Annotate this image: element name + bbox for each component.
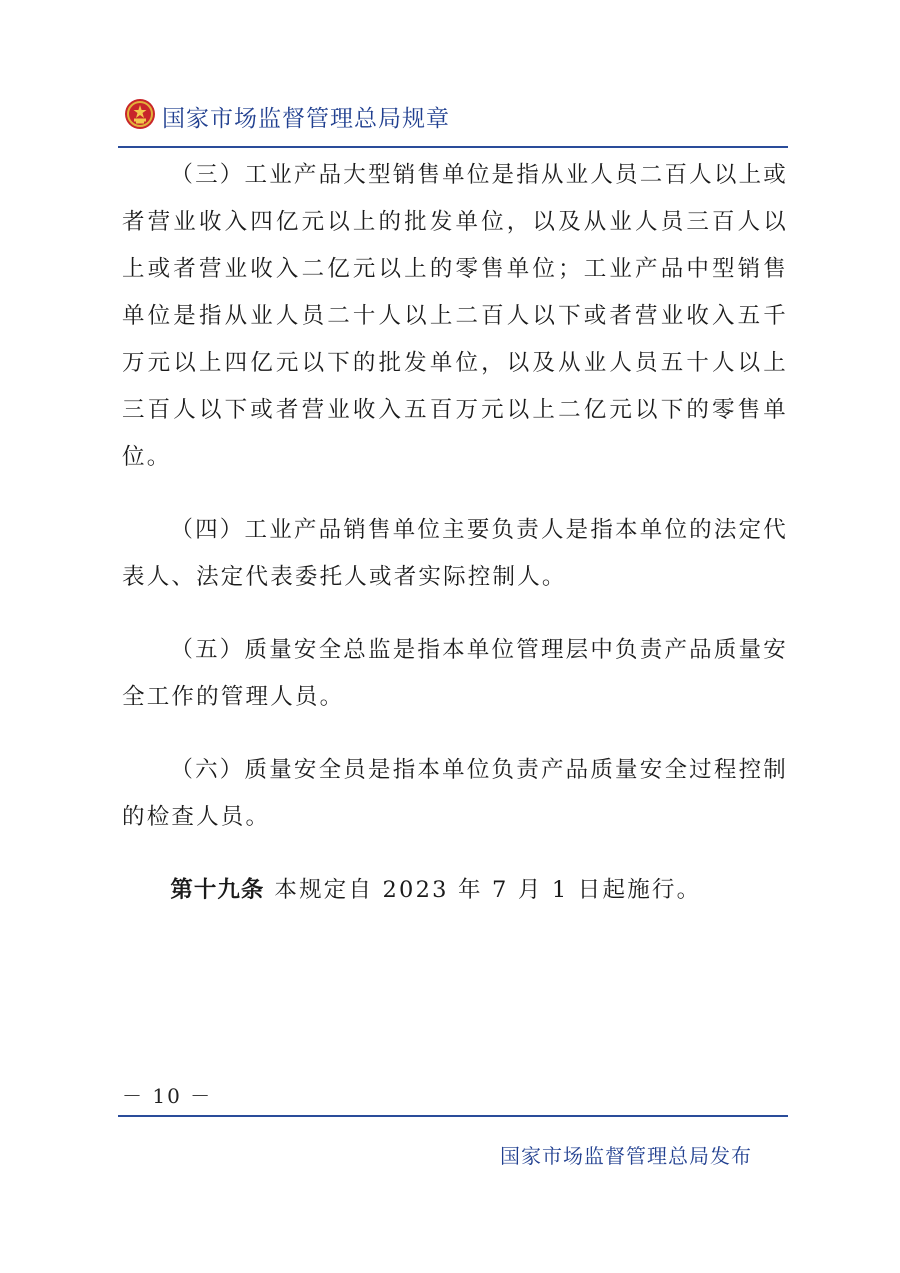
article-text: 本规定自 2023 年 7 月 1 日起施行。 <box>274 877 702 903</box>
paragraph-gap <box>122 841 788 867</box>
page-number: － 10 － <box>122 1084 213 1108</box>
paragraph-3: （三）工业产品大型销售单位是指从业人员二百人以上或者营业收入四亿元以上的批发单位，以及从业人员三百人以上或者营业收入二亿元以上的零售单位；工业产品中型销售单位是指从业人员二十人以上二百人以下或者营业收入五千万元以上四亿元以下的批发单位，以及从业人员五十人以上三百人以下或者营业收入五百万元以上二亿元以下的零售单位。 <box>122 162 788 470</box>
article-label: 第十九条 <box>170 877 265 903</box>
paragraph-6: （六）质量安全员是指本单位负责产品质量安全过程控制的检查人员。 <box>122 757 788 830</box>
page-header <box>118 94 790 146</box>
footer-divider <box>118 1115 788 1117</box>
paragraph-gap <box>122 601 788 627</box>
document-body <box>122 152 788 914</box>
header-divider <box>118 146 788 148</box>
header-title: 国家市场监督管理总局规章 <box>162 106 450 132</box>
publisher-footer: 国家市场监督管理总局发布 <box>500 1144 752 1168</box>
paragraph-gap <box>122 481 788 507</box>
national-emblem-icon <box>124 98 156 130</box>
paragraph-4: （四）工业产品销售单位主要负责人是指本单位的法定代表人、法定代表委托人或者实际控制人。 <box>122 517 788 590</box>
paragraph-gap <box>122 721 788 747</box>
article-19 <box>122 867 788 914</box>
paragraph-5: （五）质量安全总监是指本单位管理层中负责产品质量安全工作的管理人员。 <box>122 637 788 710</box>
